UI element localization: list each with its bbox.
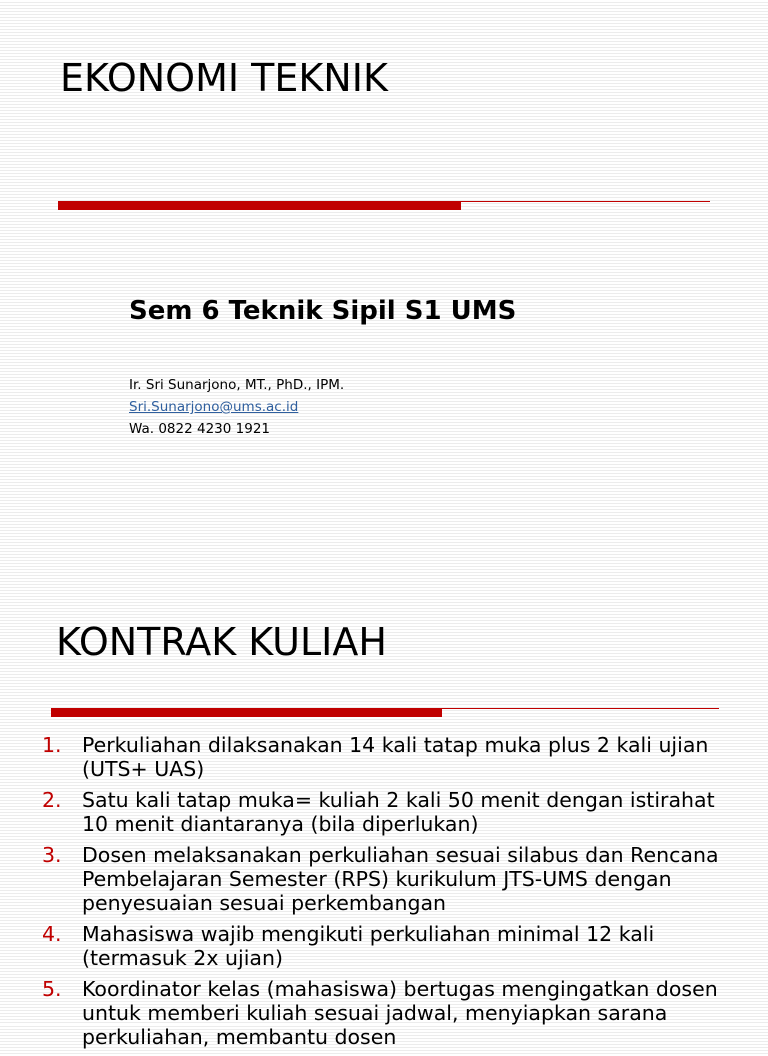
list-item (40, 733, 730, 781)
title-underline-thin (461, 201, 710, 202)
slide-title: KONTRAK KULIAH (56, 620, 387, 664)
contract-slide (0, 580, 768, 1049)
list-item (40, 977, 730, 1049)
title-underline-thick (58, 201, 461, 210)
title-underline-thick (51, 708, 442, 717)
list-item (40, 922, 730, 970)
lecturer-name: Ir. Sri Sunarjono, MT., PhD., IPM. (129, 377, 345, 393)
slide-subtitle: Sem 6 Teknik Sipil S1 UMS (129, 296, 517, 326)
list-number: 3. (42, 843, 62, 867)
list-text: Dosen melaksanakan perkuliahan sesuai silabus dan Rencana Pembelajaran Semester (RPS) kurikulum JTS-UMS dengan penyesuaian sesuai perkembangan (82, 843, 719, 915)
list-item (40, 788, 730, 836)
list-text: Satu kali tatap muka= kuliah 2 kali 50 menit dengan istirahat 10 menit diantaranya (bila diperlukan) (82, 788, 715, 836)
list-number: 1. (42, 733, 62, 757)
lecturer-phone: Wa. 0822 4230 1921 (129, 421, 270, 437)
list-number: 5. (42, 977, 62, 1001)
lecturer-email-link[interactable]: Sri.Sunarjono@ums.ac.id (129, 399, 299, 415)
list-text: Koordinator kelas (mahasiswa) bertugas mengingatkan dosen untuk memberi kuliah sesuai jadwal, menyiapkan sarana perkuliahan, membantu dosen (82, 977, 718, 1049)
list-text: Perkuliahan dilaksanakan 14 kali tatap muka plus 2 kali ujian (UTS+ UAS) (82, 733, 709, 781)
list-number: 2. (42, 788, 62, 812)
lecturer-info (129, 374, 344, 440)
contract-list (40, 733, 730, 1056)
list-item (40, 843, 730, 915)
list-number: 4. (42, 922, 62, 946)
title-underline-thin (442, 708, 719, 709)
slide-title: EKONOMI TEKNIK (60, 56, 388, 100)
list-text: Mahasiswa wajib mengikuti perkuliahan minimal 12 kali (termasuk 2x ujian) (82, 922, 655, 970)
